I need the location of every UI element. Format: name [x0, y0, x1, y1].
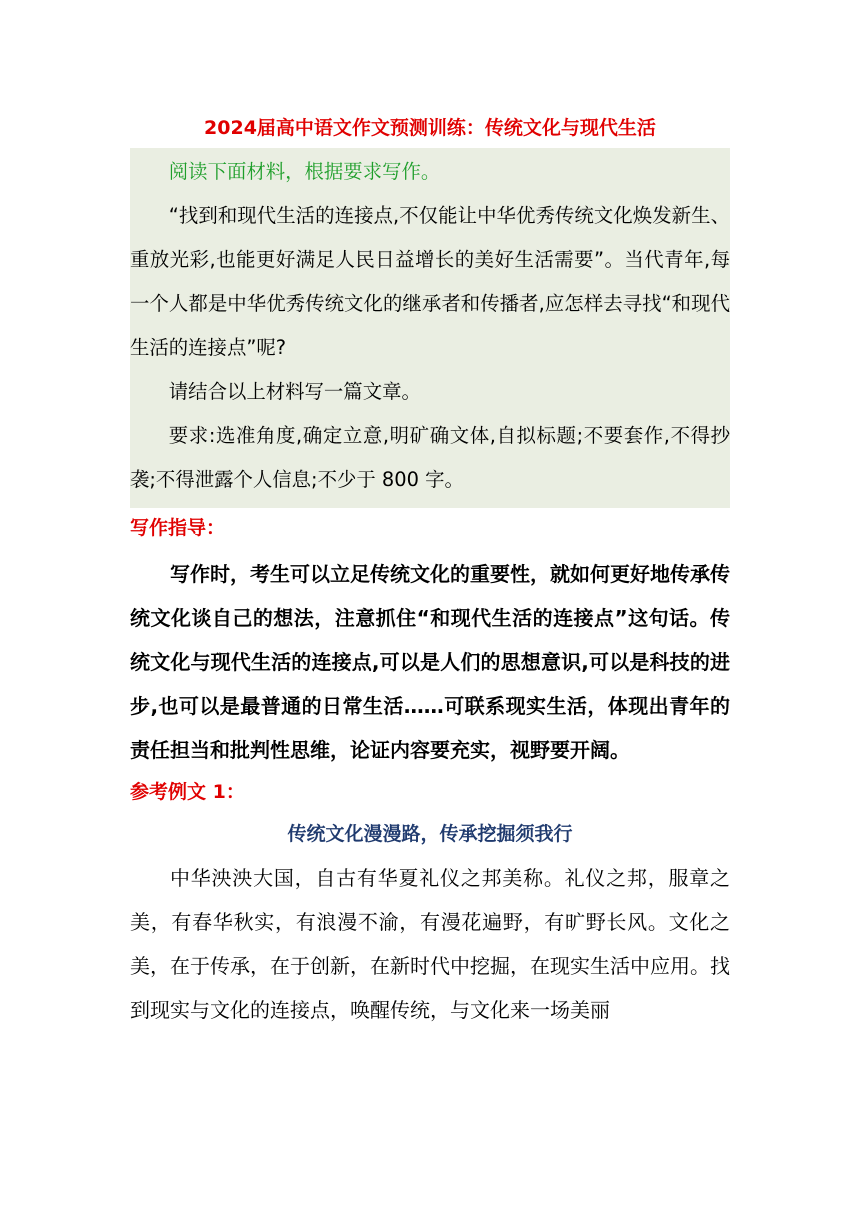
guide-heading: 写作指导：	[130, 517, 226, 539]
material-quote: “找到和现代生活的连接点,不仅能让中华优秀传统文化焕发新生、重放光彩,也能更好满足人民日益增长的美好生活需要”。当代青年,每一个人都是中华优秀传统文化的继承者和传播者,应怎样去寻找“和现代生活的连接点”呢?	[130, 204, 730, 359]
document-title: 2024届高中语文作文预测训练：传统文化与现代生活	[204, 117, 656, 139]
material-instruction: 阅读下面材料，根据要求写作。	[168, 160, 441, 183]
sample-heading: 参考例文 1：	[130, 781, 245, 803]
document-page	[130, 108, 730, 1032]
material-box	[130, 148, 730, 508]
essay-title: 传统文化漫漫路，传承挖掘须我行	[287, 823, 573, 845]
material-task: 请结合以上材料写一篇文章。	[168, 380, 421, 403]
material-requirements: 要求:选准角度,确定立意,明矿确文体,自拟标题;不要套作,不得抄袭;不得泄露个人信息;不少于 800 字。	[130, 424, 730, 491]
essay-paragraph: 中华泱泱大国，自古有华夏礼仪之邦美称。礼仪之邦，服章之美，有春华秋实，有浪漫不渝，有漫花遍野，有旷野长风。文化之美，在于传承，在于创新，在新时代中挖掘，在现实生活中应用。找到现实与文化的连接点，唤醒传统，与文化来一场美丽	[130, 866, 730, 1022]
guide-text: 写作时，考生可以立足传统文化的重要性，就如何更好地传承传统文化谈自己的想法，注意抓住“和现代生活的连接点”这句话。传统文化与现代生活的连接点,可以是人们的思想意识,可以是科技的进步,也可以是最普通的日常生活……可联系现实生活，体现出青年的责任担当和批判性思维，论证内容要充实，视野要开阔。	[130, 562, 730, 762]
